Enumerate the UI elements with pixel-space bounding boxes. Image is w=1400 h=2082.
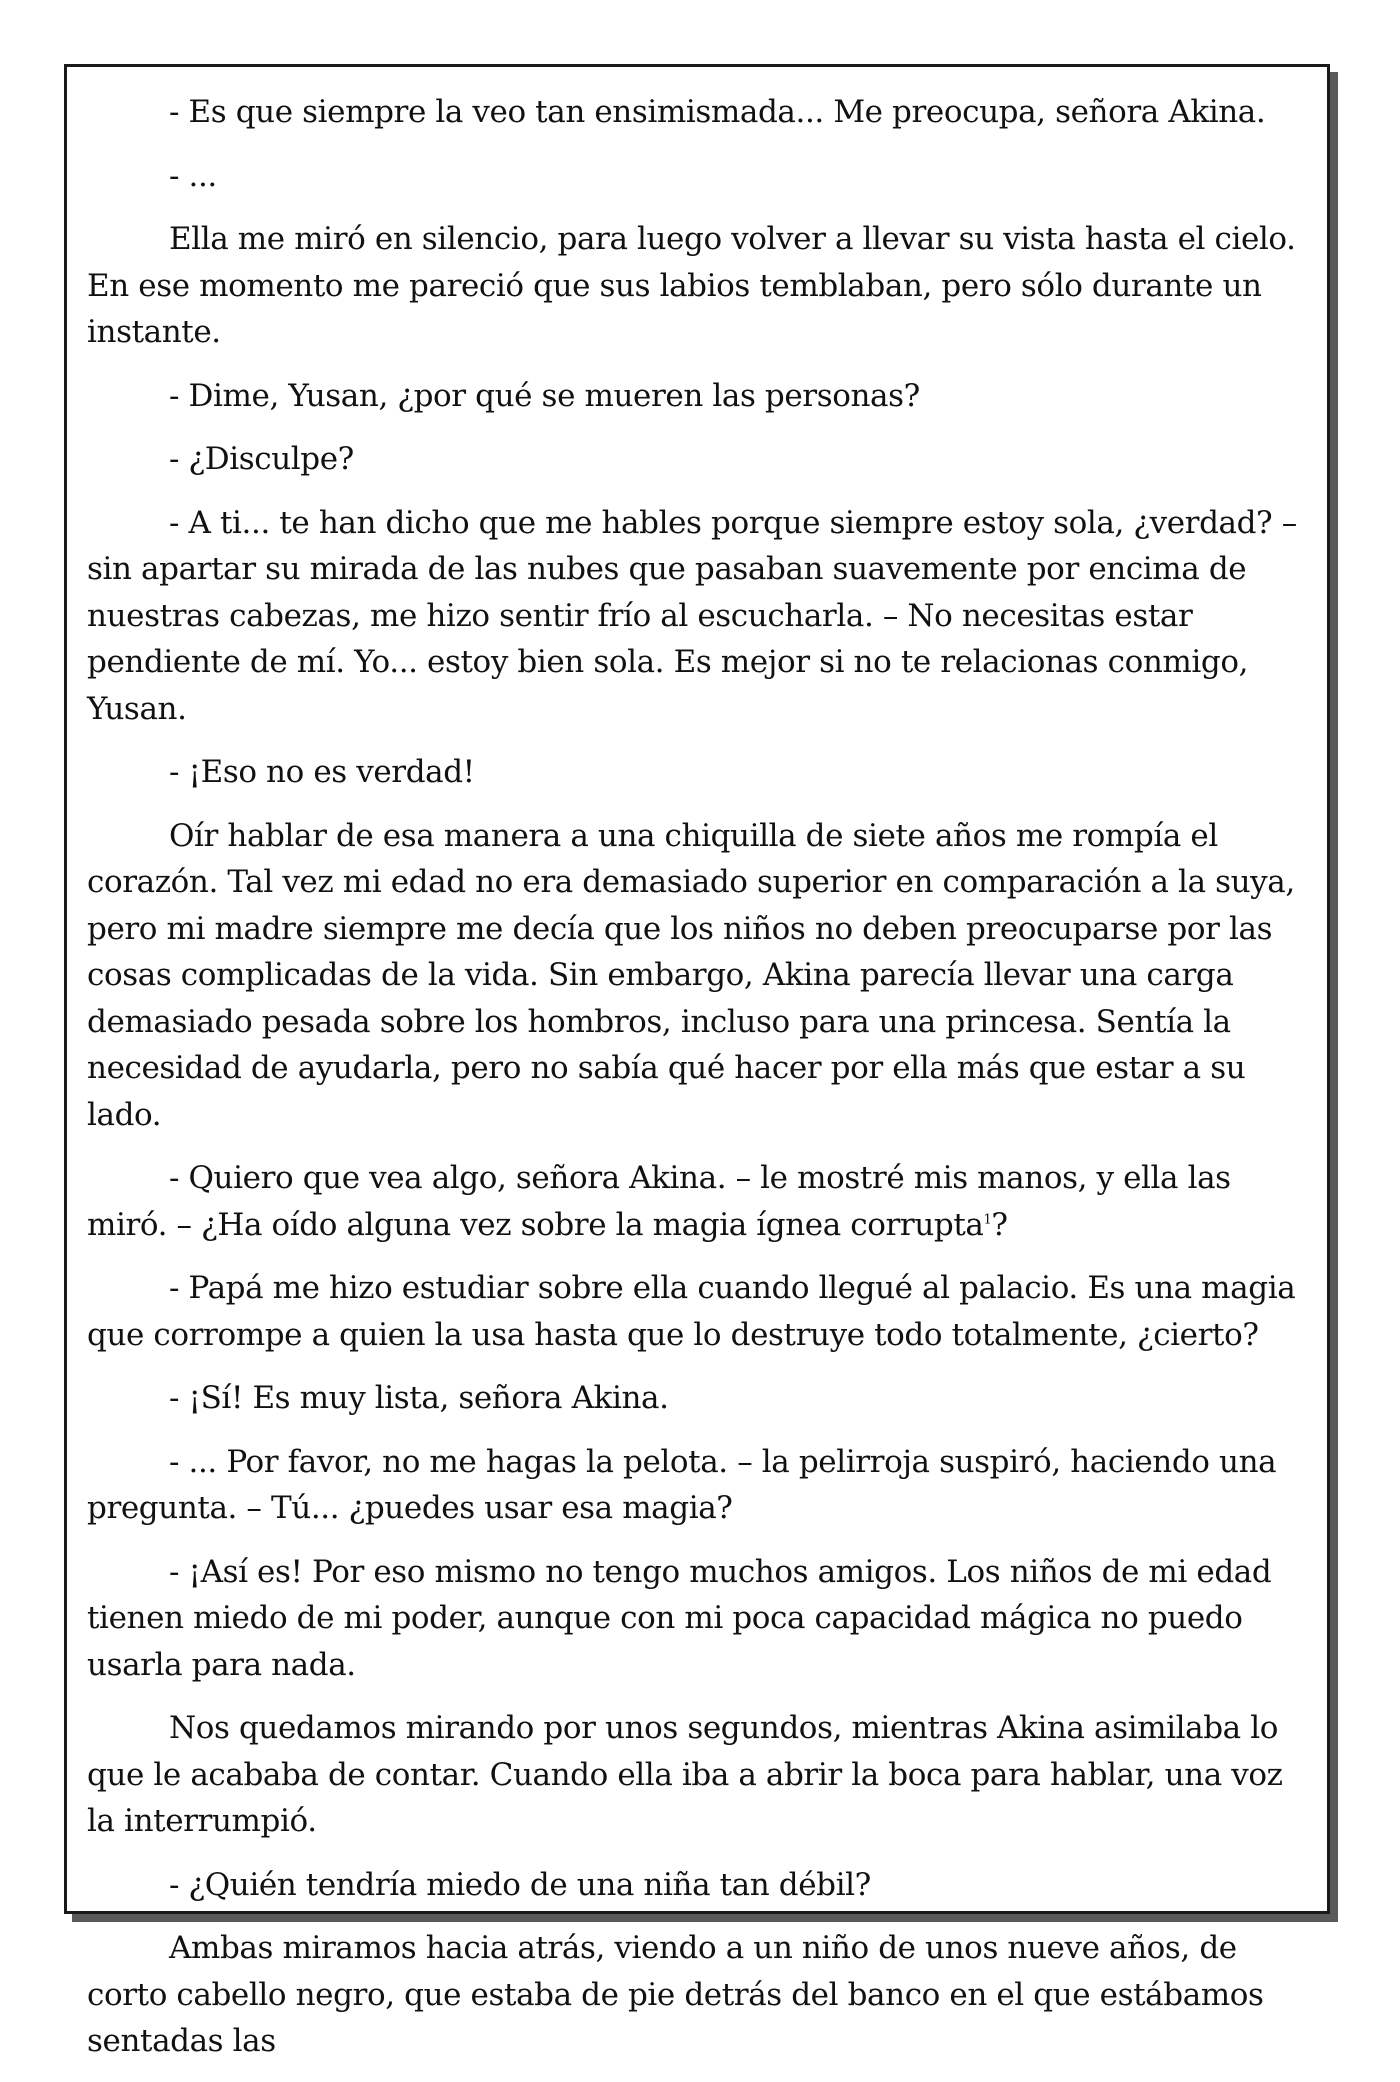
- paragraph-14: Nos quedamos mirando por unos segundos, mientras Akina asimilaba lo que le acababa de contar. Cuando ella iba a abrir la boca para hablar, una voz la interrumpió.: [87, 1710, 1283, 1839]
- page-frame: [64, 64, 1330, 2059]
- paragraph-6: - A ti... te han dicho que me hables porque siempre estoy sola, ¿verdad? – sin apartar su mirada de las nubes que pasaban suavemente por encima de nuestras cabezas, me hizo sentir frío al escucharla. – No necesitas estar pendiente de mí. Yo... estoy bien sola. Es mejor si no te relacionas conmigo, Yusan.: [87, 504, 1297, 727]
- paragraph-11: - ¡Sí! Es muy lista, señora Akina.: [169, 1380, 669, 1416]
- paragraph-9: [87, 1155, 1309, 1248]
- paragraph-15: - ¿Quién tendría miedo de una niña tan débil?: [169, 1866, 871, 1903]
- paragraph-10: - Papá me hizo estudiar sobre ella cuando llegué al palacio. Es una magia que corrompe a quien la usa hasta que lo destruye todo totalmente, ¿cierto?: [87, 1270, 1296, 1353]
- paragraph-2: - ...: [169, 157, 217, 194]
- paragraph-12: - ... Por favor, no me hagas la pelota. – la pelirroja suspiró, haciendo una pregunta. – Tú... ¿puedes usar esa magia?: [87, 1443, 1277, 1526]
- text-body: [87, 89, 1309, 2082]
- paragraph-13: - ¡Así es! Por eso mismo no tengo muchos amigos. Los niños de mi edad tienen miedo de mi poder, aunque con mi poca capacidad mágica no puedo usarla para nada.: [87, 1553, 1272, 1683]
- footnote-marker: 1: [983, 1212, 992, 1228]
- paragraph-8: Oír hablar de esa manera a una chiquilla de siete años me rompía el corazón. Tal vez mi edad no era demasiado superior en comparación a la suya, pero mi madre siempre me decía que los niños no deben preocuparse por las cosas complicadas de la vida. Sin embargo, Akina parecía llevar una carga demasiado pesada sobre los hombros, incluso para una princesa. Sentía la necesidad de ayudarla, pero no sabía qué hacer por ella más que estar a su lado.: [87, 817, 1295, 1133]
- paragraph-5: - ¿Disculpe?: [169, 441, 354, 477]
- paragraph-16: Ambas miramos hacia atrás, viendo a un niño de unos nueve años, de corto cabello negro, que estaba de pie detrás del banco en el que estábamos sentadas las: [87, 1930, 1264, 2059]
- paragraph-9-after: ?: [991, 1206, 1008, 1243]
- paragraph-4: - Dime, Yusan, ¿por qué se mueren las personas?: [169, 377, 920, 414]
- paragraph-1: - Es que siempre la veo tan ensimismada... Me preocupa, señora Akina.: [169, 94, 1266, 130]
- paragraph-9-before: - Quiero que vea algo, señora Akina. – le mostré mis manos, y ella las miró. – ¿Ha oído alguna vez sobre la magia ígnea corrupta: [87, 1160, 1231, 1243]
- paragraph-3: Ella me miró en silencio, para luego volver a llevar su vista hasta el cielo. En ese momento me pareció que sus labios temblaban, pero sólo durante un instante.: [87, 221, 1296, 350]
- paragraph-7: - ¡Eso no es verdad!: [169, 754, 475, 790]
